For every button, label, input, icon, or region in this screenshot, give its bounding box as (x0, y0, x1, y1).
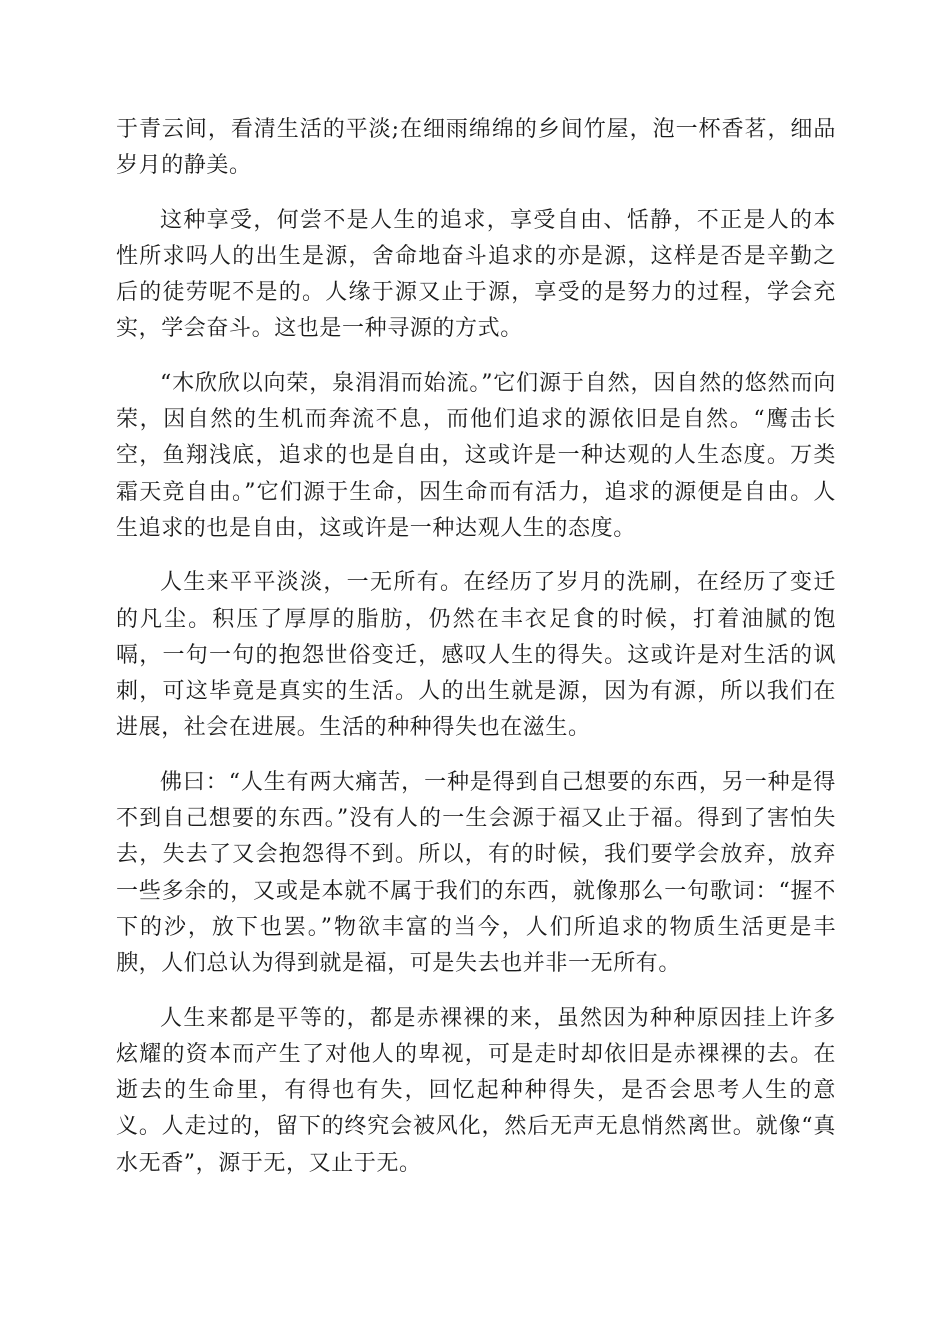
paragraph-3: “木欣欣以向荣，泉涓涓而始流。”它们源于自然，因自然的悠然而向荣，因自然的生机而奔流不息，而他们追求的源依旧是自然。“鹰击长空，鱼翔浅底，追求的也是自由，这或许是一种达观的人生态度。万类霜天竞自由。”它们源于生命，因生命而有活力，追求的源便是自由。人生追求的也是自由，这或许是一种达观人生的态度。 (116, 370, 836, 541)
paragraph-5: 佛曰：“人生有两大痛苦，一种是得到自己想要的东西，另一种是得不到自己想要的东西。”没有人的一生会源于福又止于福。得到了害怕失去，失去了又会抱怨得不到。所以，有的时候，我们要学会放弃，放弃一些多余的，又或是本就不属于我们的东西，就像那么一句歌词：“握不下的沙，放下也罢。”物欲丰富的当今，人们所追求的物质生活更是丰腴，人们总认为得到就是福，可是失去也并非一无所有。 (116, 769, 836, 977)
document-body (116, 112, 836, 1200)
paragraph-1: 于青云间，看清生活的平淡;在细雨绵绵的乡间竹屋，泡一杯香茗，细品岁月的静美。 (116, 117, 836, 179)
paragraph-6: 人生来都是平等的，都是赤裸裸的来，虽然因为种种原因挂上许多炫耀的资本而产生了对他人的卑视，可是走时却依旧是赤裸裸的去。在逝去的生命里，有得也有失，回忆起种种得失，是否会思考人生的意义。人走过的，留下的终究会被风化，然后无声无息悄然离世。就像“真水无香”，源于无，又止于无。 (116, 1005, 836, 1176)
paragraph-4: 人生来平平淡淡，一无所有。在经历了岁月的洗刷，在经历了变迁的凡尘。积压了厚厚的脂肪，仍然在丰衣足食的时候，打着油腻的饱嗝，一句一句的抱怨世俗变迁，感叹人生的得失。这或许是对生活的讽刺，可这毕竟是真实的生活。人的出生就是源，因为有源，所以我们在进展，社会在进展。生活的种种得失也在滋生。 (116, 570, 836, 741)
paragraph-2: 这种享受，何尝不是人生的追求，享受自由、恬静，不正是人的本性所求吗人的出生是源，舍命地奋斗追求的亦是源，这样是否是辛勤之后的徒劳呢不是的。人缘于源又止于源，享受的是努力的过程，学会充实，学会奋斗。这也是一种寻源的方式。 (116, 207, 836, 342)
